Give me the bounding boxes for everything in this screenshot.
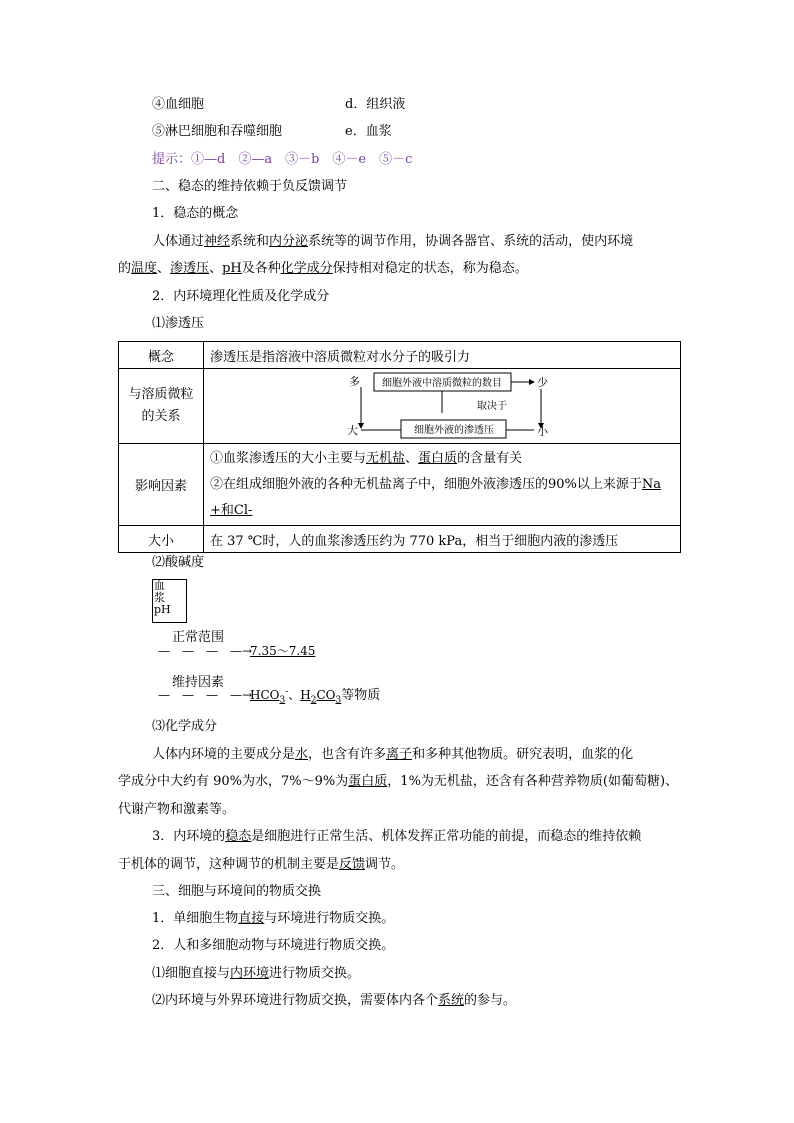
chem-line-1: 人体内环境的主要成分是水，也含有许多离子和多种其他物质。研究表明，血浆的化 [152, 747, 634, 762]
homeostasis-concept-title: 1．稳态的概念 [152, 206, 239, 221]
hint-answers: 提示：①—d ②—a ③－b ④－e ⑤－c [152, 152, 413, 167]
ph-normal-label: 正常范围 [172, 630, 225, 645]
row-relation-label: 与溶质微粒 的关系 [119, 369, 204, 444]
plasma-ph-bracket [152, 579, 187, 623]
osmotic-table [118, 341, 681, 553]
label-depends: 取决于 [477, 401, 507, 412]
chem-subtitle: ⑶化学成分 [152, 719, 218, 734]
label-more: 多 [349, 375, 360, 388]
ph-keep-arrow: — — — —→ [158, 688, 253, 702]
exchange-line-2: 2．人和多细胞动物与环境进行物质交换。 [152, 938, 395, 953]
row-size-label: 大小 [119, 526, 204, 553]
ph-buffer: $HCO_3^-$、$H_2CO_3$等物质 [250, 687, 381, 706]
label-big: 大 [347, 424, 358, 437]
properties-title: 2．内环境理化性质及化学成分 [152, 289, 330, 304]
chem-line-3: 代谢产物和激素等。 [118, 802, 236, 817]
bracket-line-3: pH [154, 603, 171, 616]
ph-subtitle: ⑵酸碱度 [152, 555, 205, 570]
bracket-line-1: 血 [154, 579, 165, 592]
match-right-e: e．血浆 [345, 124, 392, 139]
point-3-line-1: 3．内环境的稳态是细胞进行正常生活、机体发挥正常功能的前提，而稳态的维持依赖 [152, 829, 642, 844]
section-3-title: 三、细胞与环境间的物质交换 [152, 884, 322, 899]
exchange-line-3: ⑴细胞直接与内环境进行物质交换。 [152, 966, 361, 981]
ph-keep-label: 维持因素 [172, 675, 225, 690]
factor-1: ①血浆渗透压的大小主要与无机盐、蛋白质的含量有关 [210, 450, 523, 466]
label-small: 小 [537, 425, 548, 438]
row-concept-label: 概念 [119, 342, 204, 369]
factor-2-cont: +和Cl- [210, 502, 253, 518]
homeostasis-line-1: 人体通过神经系统和内分泌系统等的调节作用，协调各器官、系统的活动，使内环境 [152, 234, 634, 249]
chem-line-2: 学成分中大约有 90%为水，7%～9%为蛋白质，1%为无机盐，还含有各种营养物质(如葡萄糖)、 [118, 774, 679, 789]
row-relation-diagram [204, 369, 681, 444]
ph-normal-arrow: — — — —→ [158, 644, 253, 658]
bracket-line-2: 浆 [154, 591, 165, 604]
point-3-line-2: 于机体的调节，这种调节的机制主要是反馈调节。 [118, 857, 405, 872]
homeostasis-line-2: 的温度、渗透压、pH及各种化学成分保持相对稳定的状态，称为稳态。 [118, 261, 528, 276]
match-right-d: d．组织液 [345, 97, 406, 112]
row-size-value: 在 37 ℃时，人的血浆渗透压约为 770 kPa，相当于细胞内液的渗透压 [204, 526, 681, 553]
ph-normal-value: 7.35～7.45 [250, 644, 316, 658]
row-concept-value: 渗透压是指溶液中溶质微粒对水分子的吸引力 [204, 342, 681, 369]
factor-2: ②在组成细胞外液的各种无机盐离子中，细胞外液渗透压的90%以上来源于Na [210, 476, 662, 492]
match-left-5: ⑤淋巴细胞和吞噬细胞 [152, 124, 283, 139]
section-2-title: 二、稳态的维持依赖于负反馈调节 [152, 179, 348, 194]
box-osmotic-text: 细胞外液的渗透压 [414, 425, 494, 436]
match-left-4: ④血细胞 [152, 97, 205, 112]
row-factors-value [204, 444, 681, 526]
exchange-line-1: 1．单细胞生物直接与环境进行物质交换。 [152, 911, 395, 926]
label-less: 少 [537, 376, 548, 389]
row-factors-label: 影响因素 [119, 444, 204, 526]
box-solute-count-text: 细胞外液中溶质微粒的数目 [382, 378, 502, 389]
osmotic-subtitle: ⑴渗透压 [152, 316, 205, 331]
osmotic-relation-diagram [204, 369, 680, 439]
exchange-line-4: ⑵内环境与外界环境进行物质交换，需要体内各个系统的参与。 [152, 993, 517, 1008]
